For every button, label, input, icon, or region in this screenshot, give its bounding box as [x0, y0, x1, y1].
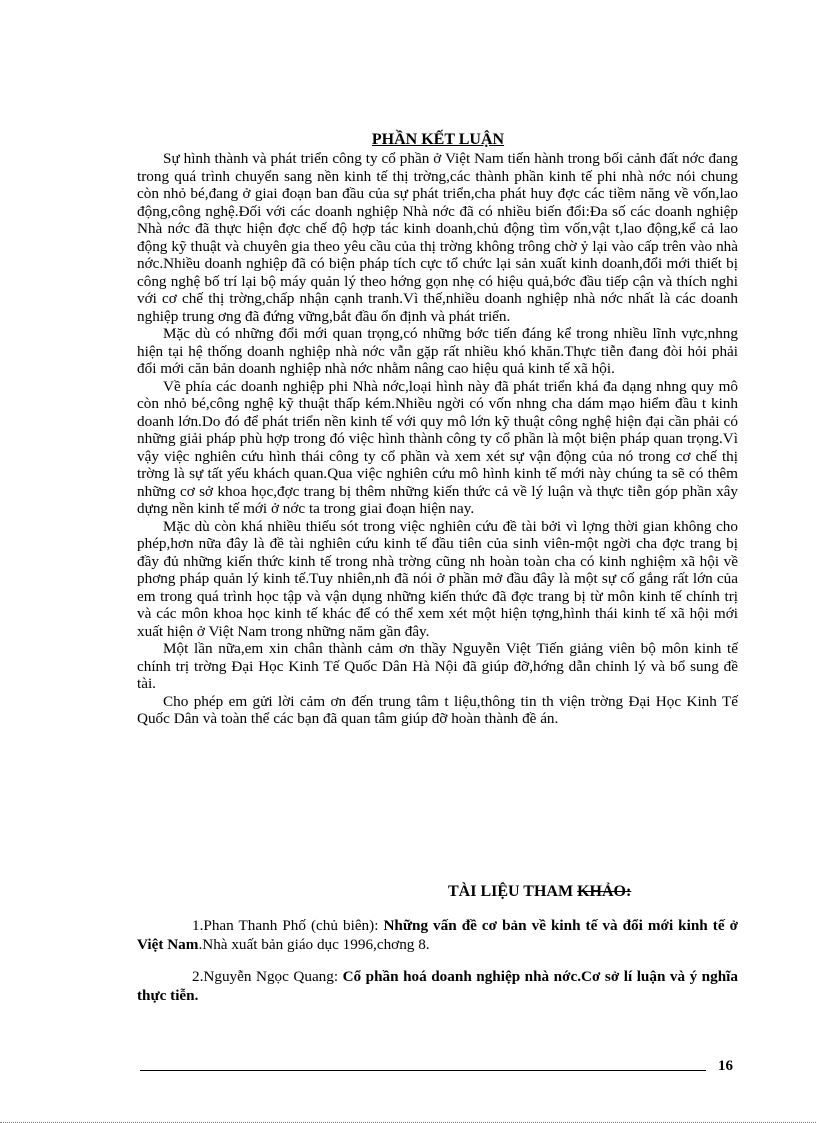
- reference-2-author: 2.Nguyễn Ngọc Quang:: [192, 968, 343, 985]
- paragraph-5: Một lần nữa,em xin chân thành cảm ơn thầy Nguyễn Việt Tiến giảng viên bộ môn kinh tế chính trị trờng Đại Học Kinh Tế Quốc Dân Hà Nội đã giúp đỡ,hớng dẫn chỉnh lý và bổ sung đề tài.: [137, 640, 738, 692]
- reference-item-2: [137, 967, 738, 1005]
- paragraph-6: Cho phép em gửi lời cảm ơn đến trung tâm t liệu,thông tin th viện trờng Đại Học Kinh Tế Quốc Dân và toàn thể các bạn đã quan tâm giúp đỡ hoàn thành đề án.: [137, 692, 738, 727]
- reference-2-title: Cổ phần hoá doanh nghiệp nhà nớc.Cơ sở lí luận và ý nghĩa thực tiễn.: [137, 968, 738, 1004]
- references-heading-text: TÀI LIỆU THAM: [448, 883, 574, 900]
- paragraph-3: Về phía các doanh nghiệp phi Nhà nớc,loại hình này đã phát triển khá đa dạng nhng quy mô còn nhỏ bé,công nghệ kỹ thuật thấp kém.Nhiều ngời có vốn nhng cha dám mạo hiểm đầu t kinh doanh lớn.Do đó để phát triển nền kinh tế với quy mô lớn kỹ thuật công nghệ hiện đại cần phải có những giải pháp phù hợp trong đó việc hình thành công ty cổ phần là một biện pháp quan trọng.Vì vậy việc nghiên cứu hình thái công ty cổ phần và xem xét sự vận động của nó trong cơ chế thị trờng là sự tất yếu khách quan.Qua việc nghiên cứu mô hình kinh tế mới này chúng ta sẽ có thêm những cơ sở khoa học,đợc trang bị thêm những kiến thức cả về lý luận và thực tiễn góp phần xây dựng nền kinh tế mới ở nớc ta trong giai đoạn hiện nay.: [137, 377, 738, 517]
- references-heading-struck: KHẢO:: [577, 883, 632, 900]
- paragraph-4: Mặc dù còn khá nhiều thiếu sót trong việc nghiên cứu đề tài bởi vì lợng thời gian không cho phép,hơn nữa đây là đề tài nghiên cứu kinh tế đầu tiên của sinh viên-một ngời cha đợc trang bị đầy đủ những kiến thức kinh tế trong nhà trờng cũng nh hoàn toàn cha có kinh nghiệm xã hội về phơng pháp quản lý kinh tế.Tuy nhiên,nh đã nói ở phần mở đầu đây là một sự cố gắng rất lớn của em trong quá trình học tập và vận dụng những kiến thức đã đợc trang bị từ môn kinh tế chính trị và các môn khoa học kinh tế khác để có thể xem xét một hiện tợng,hình thái kinh tế xã hội mới xuất hiện ở Việt Nam trong những năm gần đây.: [137, 517, 738, 640]
- references-heading: [448, 883, 631, 901]
- conclusion-body: [137, 150, 738, 728]
- paragraph-1: Sự hình thành và phát triển công ty cổ phần ở Việt Nam tiến hành trong bối cảnh đất nớc đang trong quá trình chuyển sang nền kinh tế thị trờng,các thành phần kinh tế phi nhà nớc nói chung còn nhỏ bé,đang ở giai đoạn ban đầu của sự phát triển,cha phát huy đợc các tiềm năng về vốn,lao động,công nghệ.Đối với các doanh nghiệp Nhà nớc đã có nhiều biến đổi:Đa số các doanh nghiệp Nhà nớc đã thực hiện đợc chế độ hợp tác kinh doanh,chủ động tìm vốn,vật t,lao động,kể cả lao động kỹ thuật và chuyên gia theo yêu cầu của thị trờng không trông chờ ỷ lại vào cấp trên vào nhà nớc.Nhiều doanh nghiệp đã có biện pháp tích cực tổ chức lại sản xuất kinh doanh,đổi mới thiết bị công nghệ bố trí lại bộ máy quản lý theo hớng gọn nhẹ có hiệu quả,bớc đầu tiếp cận và thích nghi với cơ chế thị trờng,chấp nhận cạnh tranh.Vì thế,nhiều doanh nghiệp nhà nớc nhất là các doanh nghiệp trung ơng đã đứng vững,bắt đầu ổn định và phát triển.: [137, 150, 738, 325]
- reference-1-author: 1.Phan Thanh Phố (chủ biên):: [192, 917, 384, 934]
- reference-item-1: [137, 916, 738, 954]
- reference-1-publisher: .Nhà xuất bản giáo dục 1996,chơng 8.: [198, 936, 430, 953]
- reference-1-title: Những vấn đề cơ bản về kinh tế và đổi mới kinh tế ở Việt Nam: [137, 917, 738, 953]
- page-number: 16: [718, 1058, 733, 1074]
- footer-divider: [140, 1070, 706, 1071]
- paragraph-2: Mặc dù có những đổi mới quan trọng,có những bớc tiến đáng kể trong nhiều lĩnh vực,nhng hiện tại hệ thống doanh nghiệp nhà nớc vẫn gặp rất nhiều khó khăn.Thực tiễn đang đòi hỏi phải đổi mới căn bản doanh nghiệp nhà nớc nhằm nâng cao hiệu quả kinh tế xã hội.: [137, 325, 738, 377]
- section-title: PHẦN KẾT LUẬN: [371, 131, 505, 148]
